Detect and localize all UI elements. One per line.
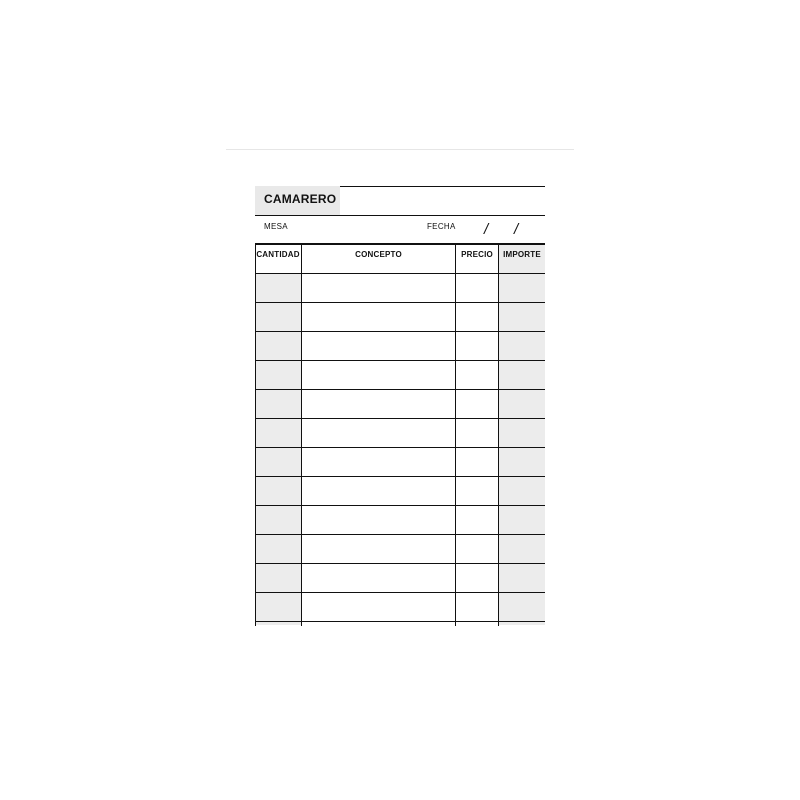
quantity-cell[interactable] [256, 448, 301, 477]
amount-cell[interactable] [499, 535, 545, 564]
quantity-cell[interactable] [256, 506, 301, 535]
price-cell[interactable] [456, 506, 498, 535]
column-header-quantity: CANTIDAD [256, 250, 300, 259]
price-cell[interactable] [456, 564, 498, 593]
quantity-cell[interactable] [256, 535, 301, 564]
concept-cell[interactable] [302, 535, 455, 564]
quantity-cell[interactable] [256, 593, 301, 622]
column-header-price: PRECIO [461, 250, 493, 259]
table-row [255, 477, 545, 506]
price-cell[interactable] [456, 535, 498, 564]
quantity-cell[interactable] [256, 390, 301, 419]
concept-cell[interactable] [302, 390, 455, 419]
amount-cell[interactable] [499, 448, 545, 477]
amount-cell[interactable] [499, 274, 545, 303]
amount-cell[interactable] [499, 593, 545, 622]
quantity-cell[interactable] [256, 274, 301, 303]
column-header-concept: CONCEPTO [355, 250, 402, 259]
concept-cell[interactable] [302, 564, 455, 593]
quantity-cell[interactable] [256, 419, 301, 448]
table-row [255, 361, 545, 390]
price-cell[interactable] [456, 332, 498, 361]
table-row [255, 593, 545, 622]
price-cell[interactable] [456, 477, 498, 506]
price-cell[interactable] [456, 303, 498, 332]
quantity-cell[interactable] [256, 303, 301, 332]
column-header-amount: IMPORTE [503, 250, 541, 259]
waiter-rule [255, 215, 545, 216]
amount-cell[interactable] [499, 390, 545, 419]
order-ticket-form [255, 186, 545, 626]
table-row [255, 506, 545, 535]
table-row [255, 390, 545, 419]
waiter-label: CAMARERO [264, 192, 337, 206]
price-cell[interactable] [456, 448, 498, 477]
concept-cell[interactable] [302, 506, 455, 535]
amount-cell[interactable] [499, 419, 545, 448]
price-cell[interactable] [456, 419, 498, 448]
paper-edge-line [226, 149, 574, 150]
amount-cell[interactable] [499, 361, 545, 390]
quantity-cell[interactable] [256, 477, 301, 506]
table-row [255, 535, 545, 564]
concept-cell[interactable] [302, 303, 455, 332]
quantity-cell[interactable] [256, 361, 301, 390]
date-label: FECHA [427, 222, 456, 231]
table-row [255, 332, 545, 361]
concept-cell[interactable] [302, 274, 455, 303]
date-separator-2: / [514, 221, 519, 238]
price-cell[interactable] [456, 274, 498, 303]
amount-cell[interactable] [499, 332, 545, 361]
concept-cell[interactable] [302, 477, 455, 506]
amount-cell[interactable] [499, 564, 545, 593]
concept-cell[interactable] [302, 361, 455, 390]
concept-cell[interactable] [302, 593, 455, 622]
concept-cell[interactable] [302, 332, 455, 361]
table-row [255, 303, 545, 332]
price-cell[interactable] [456, 361, 498, 390]
table-row [255, 419, 545, 448]
concept-cell[interactable] [302, 419, 455, 448]
concept-cell[interactable] [302, 448, 455, 477]
amount-cell[interactable] [499, 477, 545, 506]
table-row [255, 274, 545, 303]
amount-cell[interactable] [499, 506, 545, 535]
table-row [255, 564, 545, 593]
row-rule [255, 621, 545, 622]
quantity-cell[interactable] [256, 564, 301, 593]
price-cell[interactable] [456, 593, 498, 622]
table-row [255, 448, 545, 477]
table-label: MESA [264, 222, 288, 231]
price-cell[interactable] [456, 390, 498, 419]
date-separator-1: / [484, 221, 489, 238]
amount-cell[interactable] [499, 303, 545, 332]
quantity-cell[interactable] [256, 332, 301, 361]
